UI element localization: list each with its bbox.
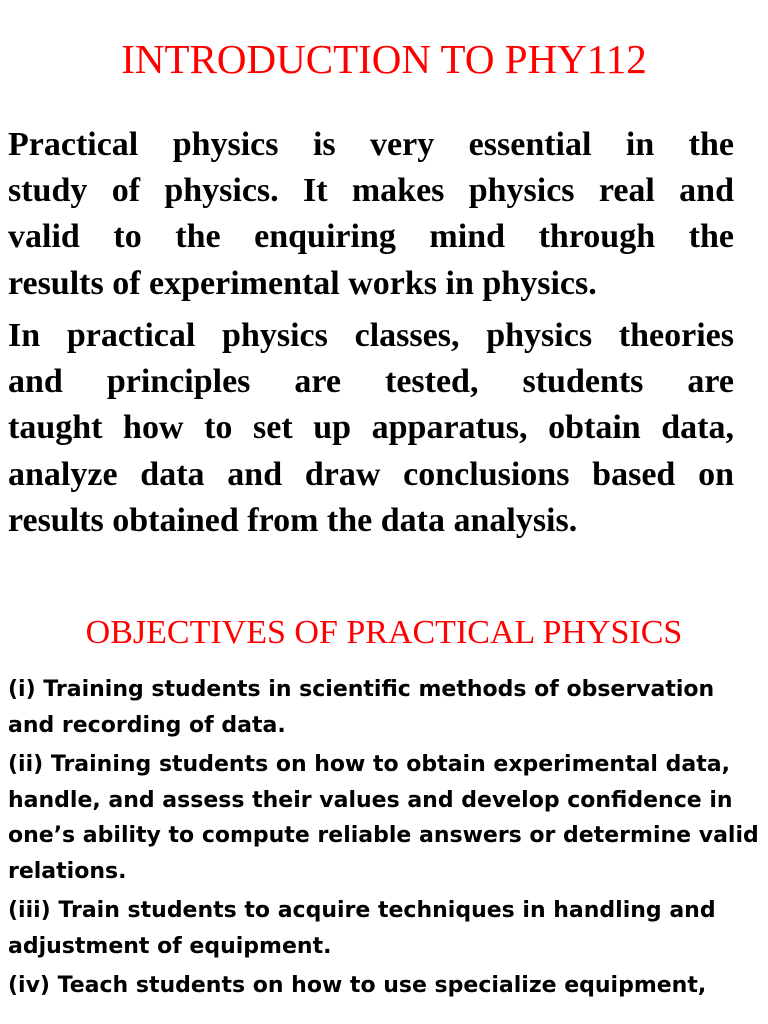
objective-line: (ii) Training students on how to obtain experimental data, bbox=[8, 752, 730, 777]
paragraph-line: results obtained from the data analysis. bbox=[8, 501, 578, 539]
objective-item bbox=[8, 893, 764, 964]
objectives-list bbox=[8, 672, 764, 1008]
objective-item bbox=[8, 747, 764, 889]
paragraph-line: study of physics. It makes physics real and bbox=[8, 172, 734, 210]
paragraph-line: taught how to set up apparatus, obtain data, bbox=[8, 409, 734, 447]
paragraph-line: valid to the enquiring mind through the bbox=[8, 218, 734, 256]
objectives-heading: OBJECTIVES OF PRACTICAL PHYSICS bbox=[85, 614, 683, 651]
paragraph-line: results of experimental works in physics. bbox=[8, 264, 597, 302]
paragraph-line: analyze data and draw conclusions based on bbox=[8, 455, 734, 493]
objective-item bbox=[8, 968, 764, 1004]
objective-item bbox=[8, 672, 764, 743]
objective-line: handle, and assess their values and develop confidence in bbox=[8, 787, 733, 813]
objective-line: (iii) Train students to acquire techniques in handling and bbox=[8, 898, 716, 923]
objective-line: relations. bbox=[8, 858, 127, 884]
paragraph-line: Practical physics is very essential in the bbox=[8, 126, 734, 163]
intro-paragraph-2 bbox=[8, 313, 734, 544]
objective-line: adjustment of equipment. bbox=[8, 933, 332, 959]
objective-line: (i) Training students in scientific methods of observation bbox=[8, 677, 715, 702]
objective-line: (iv) Teach students on how to use specialize equipment, bbox=[8, 973, 707, 998]
paragraph-line: In practical physics classes, physics theories bbox=[8, 317, 734, 354]
intro-paragraph-1 bbox=[8, 122, 734, 307]
objective-line: one’s ability to compute reliable answers or determine valid bbox=[8, 823, 759, 848]
objective-line: and recording of data. bbox=[8, 712, 286, 738]
page-title: INTRODUCTION TO PHY112 bbox=[121, 36, 647, 82]
paragraph-line: and principles are tested, students are bbox=[8, 363, 734, 401]
